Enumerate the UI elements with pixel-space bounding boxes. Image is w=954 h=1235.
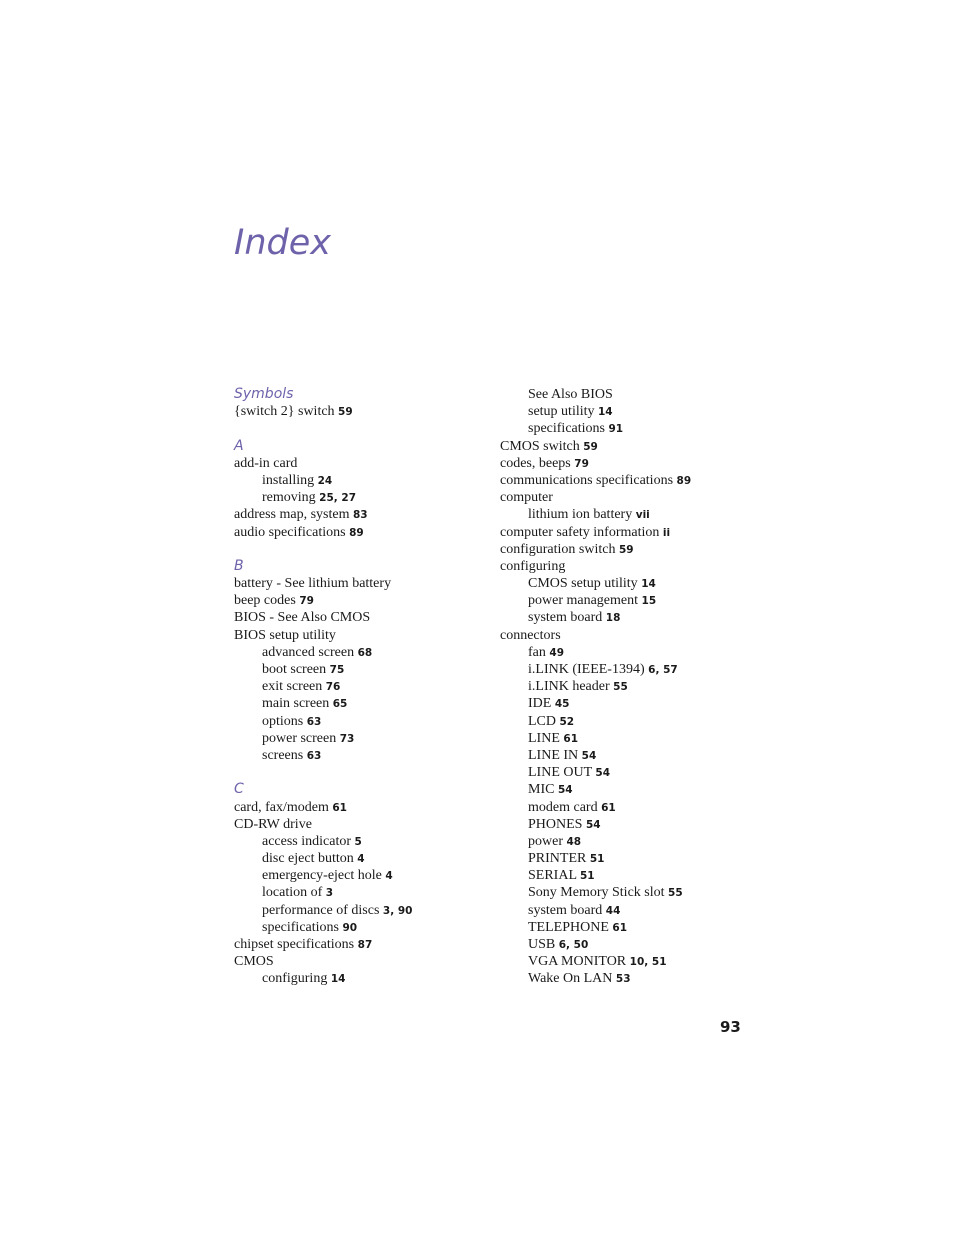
- index-term: power screen: [262, 730, 340, 746]
- index-subentry: [500, 884, 762, 901]
- index-section-letter: A: [234, 437, 244, 454]
- index-subentry: [500, 747, 762, 764]
- index-term: i.LINK header: [528, 679, 614, 695]
- index-term: See Also BIOS: [528, 387, 613, 402]
- index-subentry: [234, 919, 496, 936]
- index-page-ref: 79: [574, 457, 589, 470]
- index-spacer: [234, 420, 496, 437]
- index-subentry: [234, 472, 496, 489]
- index-page-ref: 48: [566, 835, 582, 848]
- index-subentry: [500, 970, 762, 987]
- index-page-ref: 4: [385, 870, 393, 883]
- index-page-ref: 59: [583, 440, 598, 453]
- index-entry: [234, 403, 496, 420]
- index-term: emergency-eject hole: [262, 868, 386, 884]
- index-term: installing: [262, 472, 318, 488]
- index-term: setup utility: [528, 404, 598, 420]
- index-term: SERIAL: [528, 868, 580, 884]
- index-subentry: [500, 919, 762, 936]
- index-term: CD-RW drive: [234, 816, 312, 832]
- index-entry: [500, 524, 762, 541]
- index-subentry: [500, 850, 762, 867]
- index-term: fan: [528, 644, 550, 660]
- index-page-ref: 15: [641, 595, 657, 608]
- index-subentry: [500, 713, 762, 730]
- index-subentry: [500, 953, 762, 970]
- index-subentry: [234, 884, 496, 901]
- index-spacer: [234, 541, 496, 558]
- index-term: removing: [262, 490, 320, 506]
- index-subentry: [234, 489, 496, 506]
- index-page-ref: 54: [581, 749, 597, 762]
- index-subentry: [500, 816, 762, 833]
- index-entry: [234, 524, 496, 541]
- index-term: PRINTER: [528, 851, 590, 867]
- index-page-ref: 89: [676, 474, 692, 487]
- index-page-ref: 49: [549, 646, 565, 659]
- index-subentry: [234, 730, 496, 747]
- index-subentry: [500, 403, 762, 420]
- index-entry: [500, 541, 762, 558]
- index-page-ref: 65: [332, 698, 348, 711]
- index-page-ref: 25, 27: [319, 492, 357, 505]
- index-term: system board: [528, 902, 606, 918]
- index-term: PHONES: [528, 816, 586, 832]
- index-term: specifications: [262, 919, 343, 935]
- index-term: audio specifications: [234, 524, 350, 540]
- index-page-ref: 87: [357, 939, 373, 951]
- index-section-letter: B: [234, 557, 244, 574]
- index-subentry: [500, 661, 762, 678]
- index-term: MIC: [528, 782, 558, 798]
- index-page-ref: 55: [668, 887, 683, 900]
- index-page-ref: 3: [325, 887, 334, 900]
- index-subentry: [500, 678, 762, 695]
- index-term: IDE: [528, 696, 555, 712]
- index-page-ref: 45: [554, 698, 570, 711]
- index-subentry: [500, 799, 762, 816]
- index-term: location of: [262, 885, 326, 901]
- index-term: LCD: [528, 713, 560, 729]
- index-subentry: [234, 970, 496, 987]
- index-entry: [234, 506, 496, 523]
- index-term: computer safety information: [500, 524, 663, 540]
- index-term: power: [528, 833, 567, 849]
- index-page-ref: 61: [332, 801, 347, 814]
- index-term: exit screen: [262, 679, 326, 695]
- index-term: address map, system: [234, 507, 353, 523]
- index-subentry: [500, 936, 762, 953]
- index-term: Wake On LAN: [528, 971, 616, 987]
- index-subentry: [234, 713, 496, 730]
- index-entry: [234, 609, 496, 626]
- index-term: LINE: [528, 730, 564, 746]
- index-page-ref: 54: [595, 767, 611, 780]
- index-page-ref: 5: [354, 835, 362, 848]
- index-subentry: [500, 506, 762, 523]
- index-page-ref: 61: [563, 732, 579, 745]
- index-entry: [500, 438, 762, 455]
- index-term: boot screen: [262, 662, 330, 677]
- index-term: communications specifications: [500, 472, 677, 488]
- index-term: performance of discs: [262, 902, 383, 918]
- index-subentry: [234, 695, 496, 712]
- index-page-ref: 63: [306, 715, 322, 728]
- index-subentry: [234, 661, 496, 678]
- index-entry: [234, 627, 496, 644]
- index-term: disc eject button: [262, 851, 358, 867]
- index-spacer: [234, 764, 496, 781]
- index-subentry: [234, 833, 496, 850]
- index-term: add-in card: [234, 455, 298, 471]
- index-term: i.LINK (IEEE-1394): [528, 662, 649, 677]
- index-subentry: [234, 644, 496, 661]
- index-page-ref: 63: [306, 749, 322, 762]
- index-term: BIOS - See Also CMOS: [234, 610, 371, 626]
- index-subentry: [500, 781, 762, 798]
- index-term: CMOS: [234, 954, 274, 970]
- index-page-ref: 59: [618, 543, 634, 556]
- index-term: options: [262, 713, 307, 729]
- index-term: card, fax/modem: [234, 799, 333, 815]
- index-term: lithium ion battery: [528, 507, 636, 523]
- index-entry: [234, 953, 496, 970]
- index-page-ref: 91: [608, 423, 624, 436]
- index-page-ref: 61: [612, 921, 628, 934]
- index-term: {switch 2} switch: [234, 404, 339, 420]
- index-subentry: [234, 678, 496, 695]
- index-term: main screen: [262, 696, 333, 712]
- index-subentry: [500, 644, 762, 661]
- index-subentry: [234, 902, 496, 919]
- index-term: configuring: [262, 971, 331, 987]
- index-page-ref: 89: [349, 526, 364, 539]
- index-term: LINE OUT: [528, 765, 596, 781]
- index-term: CMOS setup utility: [528, 576, 642, 592]
- index-subentry: [500, 902, 762, 919]
- index-subentry: [500, 730, 762, 747]
- index-term: CMOS switch: [500, 438, 584, 454]
- index-term: specifications: [528, 421, 609, 437]
- index-entry: [234, 575, 496, 592]
- index-page-ref: ii: [662, 526, 671, 539]
- index-term: codes, beeps: [500, 455, 575, 471]
- index-page-ref: 79: [299, 595, 314, 608]
- page-number: 93: [720, 1018, 741, 1036]
- index-term: screens: [262, 747, 307, 763]
- index-term: system board: [528, 610, 606, 626]
- index-page-ref: 52: [559, 715, 575, 728]
- index-subentry: [500, 575, 762, 592]
- index-term: battery - See lithium battery: [234, 576, 392, 592]
- index-term: LINE IN: [528, 747, 582, 763]
- index-subentry: [500, 386, 762, 403]
- index-term: beep codes: [234, 593, 300, 609]
- index-entry: [234, 455, 496, 472]
- index-entry: [234, 592, 496, 609]
- index-page-ref: 14: [598, 406, 613, 419]
- index-page-ref: 44: [605, 904, 621, 917]
- index-section-letter: Symbols: [234, 386, 294, 402]
- index-term: configuration switch: [500, 541, 619, 557]
- index-term: BIOS setup utility: [234, 627, 336, 643]
- index-page-ref: 24: [317, 474, 333, 487]
- index-subentry: [500, 695, 762, 712]
- index-column-left: [234, 386, 496, 988]
- index-page-ref: 3, 90: [382, 904, 413, 917]
- index-page-ref: 83: [352, 509, 368, 522]
- index-term: power management: [528, 593, 642, 609]
- index-page-ref: 14: [641, 578, 656, 591]
- index-page-ref: 4: [357, 853, 365, 866]
- index-page-ref: 51: [589, 853, 605, 866]
- index-page-ref: 61: [601, 801, 616, 814]
- index-page-ref: 6, 50: [558, 939, 589, 951]
- index-page-ref: 18: [605, 612, 621, 625]
- index-entry: [500, 472, 762, 489]
- index-subentry: [500, 592, 762, 609]
- index-subentry: [234, 747, 496, 764]
- page-title: Index: [234, 223, 331, 263]
- index-term: modem card: [528, 799, 602, 815]
- index-page-ref: 10, 51: [629, 956, 667, 969]
- index-page-ref: 51: [579, 870, 595, 883]
- index-term: connectors: [500, 627, 561, 643]
- index-term: chipset specifications: [234, 937, 358, 952]
- index-entry: [234, 799, 496, 816]
- index-page-ref: 53: [615, 973, 631, 986]
- index-page-ref: 55: [613, 681, 628, 694]
- index-page-ref: 75: [329, 664, 345, 676]
- index-page-ref: 54: [585, 818, 601, 831]
- index-subentry: [500, 764, 762, 781]
- index-term: advanced screen: [262, 644, 358, 660]
- index-entry: [234, 936, 496, 953]
- index-column-right: [500, 386, 762, 988]
- index-term: computer: [500, 490, 553, 506]
- index-page-ref: 54: [557, 784, 573, 797]
- index-term: TELEPHONE: [528, 919, 613, 935]
- index-section-letter: C: [234, 781, 244, 798]
- index-term: Sony Memory Stick slot: [528, 885, 669, 901]
- index-subentry: [500, 420, 762, 437]
- index-entry: [500, 455, 762, 472]
- index-entry: [500, 558, 762, 575]
- index-page-ref: 14: [330, 973, 346, 986]
- index-entry: [234, 816, 496, 833]
- index-subentry: [500, 867, 762, 884]
- index-subentry: [234, 850, 496, 867]
- index-page-ref: 6, 57: [648, 664, 678, 676]
- index-subentry: [234, 867, 496, 884]
- index-term: configuring: [500, 558, 566, 574]
- index-entry: [500, 627, 762, 644]
- index-page-ref: 73: [339, 732, 355, 745]
- index-term: USB: [528, 937, 559, 952]
- index-entry: [500, 489, 762, 506]
- index-subentry: [500, 609, 762, 626]
- index-page-ref: 59: [338, 406, 353, 419]
- index-page-ref: 90: [342, 921, 358, 934]
- index-term: access indicator: [262, 833, 355, 849]
- index-term: VGA MONITOR: [528, 954, 630, 970]
- index-subentry: [500, 833, 762, 850]
- index-page-ref: 68: [357, 646, 373, 659]
- index-page-ref: vii: [635, 509, 650, 522]
- index-page-ref: 76: [325, 681, 341, 694]
